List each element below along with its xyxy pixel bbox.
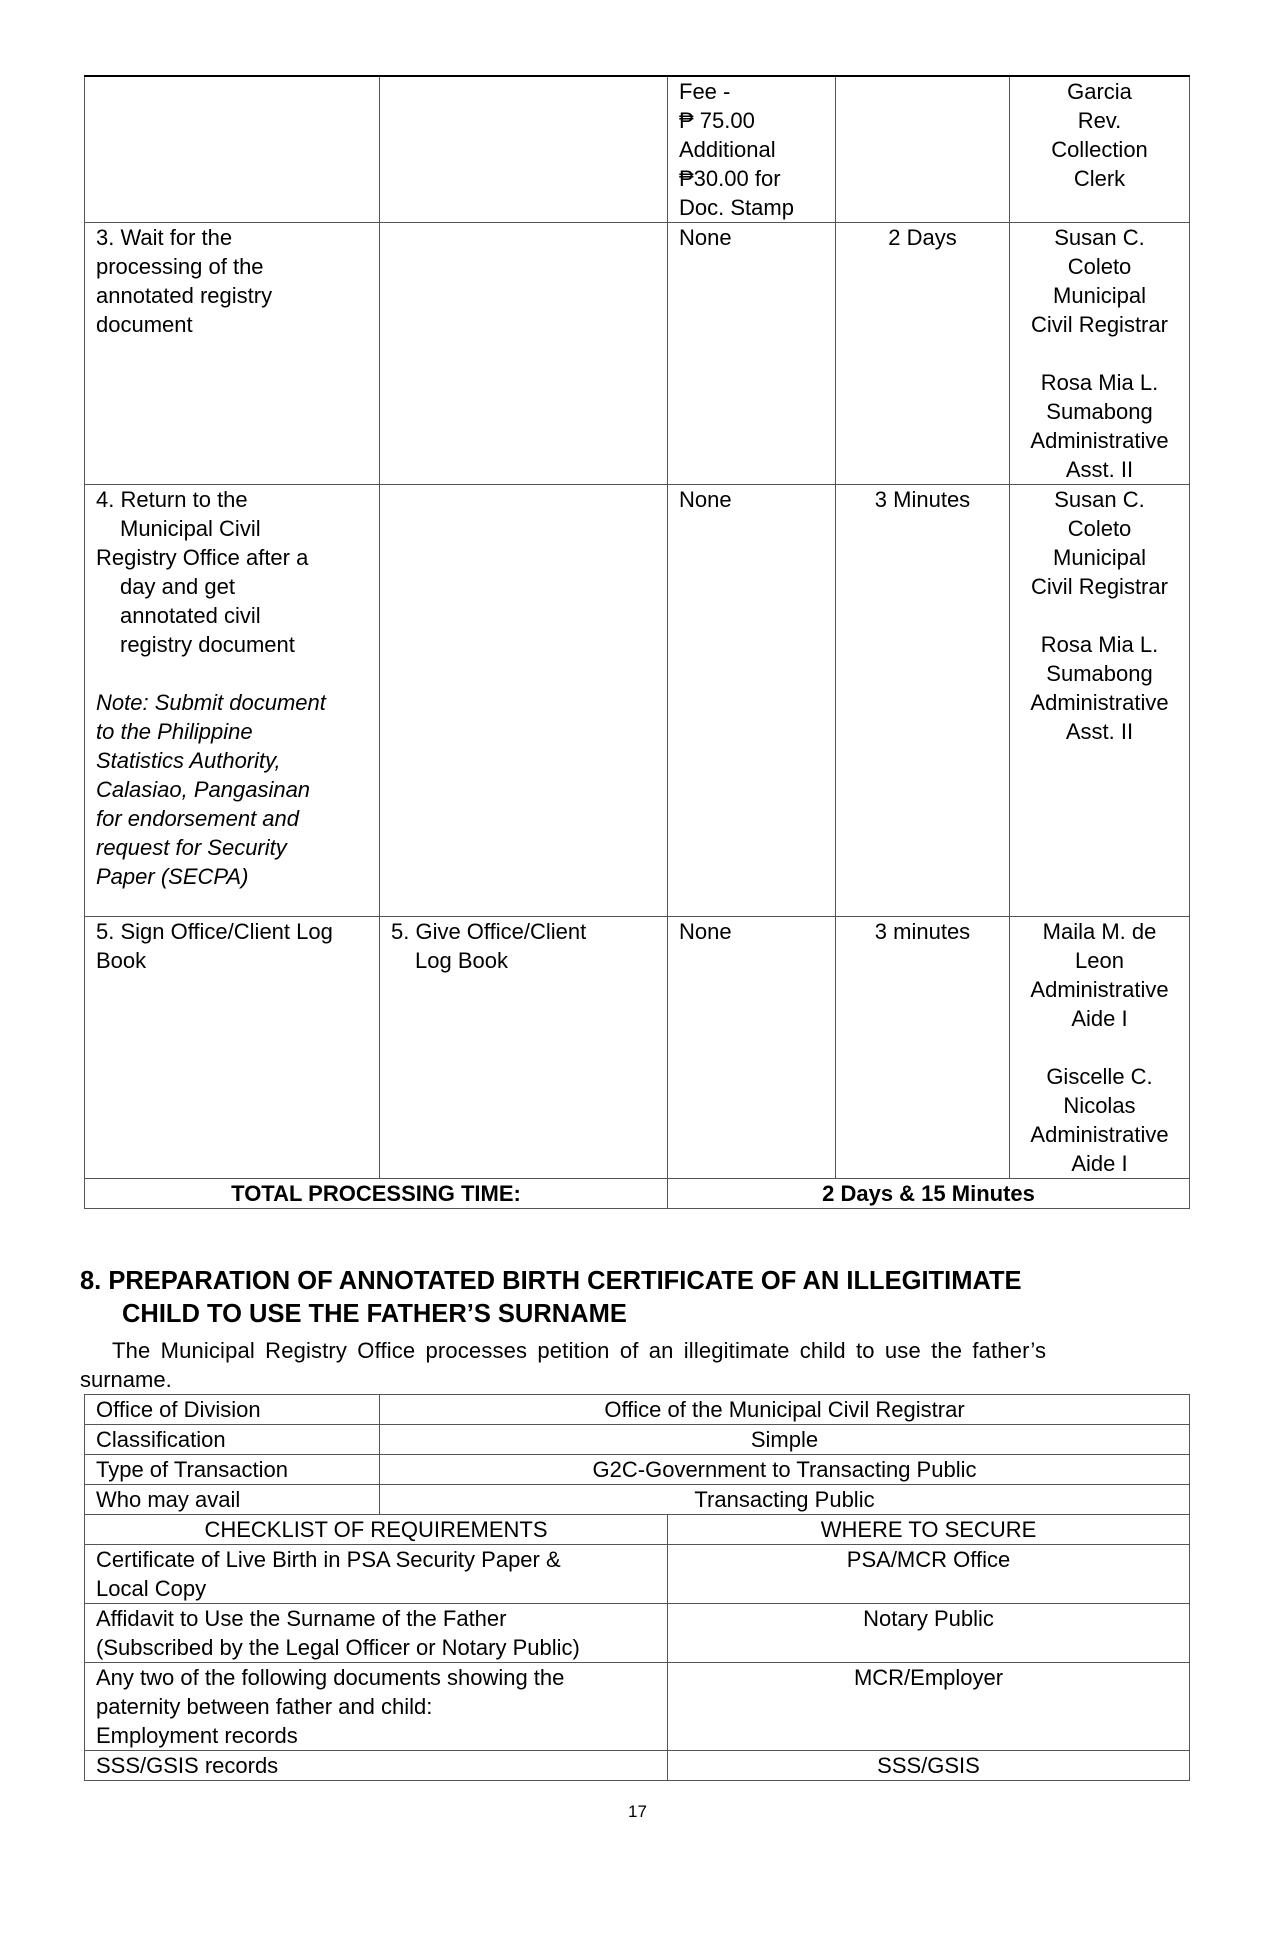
requirement-line: Certificate of Live Birth in PSA Security Paper & xyxy=(96,1547,561,1572)
person-line: Nicolas xyxy=(1063,1093,1136,1118)
agency-action-line: Log Book xyxy=(415,948,508,973)
agency-action-cell xyxy=(380,485,668,917)
section-heading-line: 8. PREPARATION OF ANNOTATED BIRTH CERTIFICATE OF AN ILLEGITIMATE xyxy=(80,1267,1022,1295)
person-line: Administrative xyxy=(1030,690,1169,715)
person-line: Administrative xyxy=(1030,428,1169,453)
client-step-line: 4. Return to the xyxy=(96,487,248,512)
spacer xyxy=(1014,339,1185,368)
fee-line: None xyxy=(679,919,732,944)
fee-line: Doc. Stamp xyxy=(679,195,794,220)
requirement-row xyxy=(85,1545,1190,1604)
person-responsible-cell xyxy=(1010,917,1190,1179)
processing-time-cell xyxy=(836,917,1010,1179)
requirement-row xyxy=(85,1663,1190,1751)
person-line: Rosa Mia L. xyxy=(1040,370,1159,395)
client-step-cell xyxy=(85,485,380,917)
processing-time-cell xyxy=(836,76,1010,223)
person-line: Garcia xyxy=(1067,79,1132,104)
fee-line: None xyxy=(679,225,732,250)
info-row xyxy=(85,1485,1190,1515)
person-responsible-cell xyxy=(1010,223,1190,485)
note-line: Calasiao, Pangasinan xyxy=(96,777,311,802)
person-line: Coleto xyxy=(1067,254,1132,279)
total-label: TOTAL PROCESSING TIME: xyxy=(85,1179,668,1209)
person-line: Asst. II xyxy=(1065,719,1134,744)
agency-action-line: 5. Give Office/Client xyxy=(391,919,587,944)
checklist-header-row xyxy=(85,1515,1190,1545)
fee-cell xyxy=(668,223,836,485)
client-step-cell xyxy=(85,76,380,223)
fee-cell xyxy=(668,485,836,917)
person-line: Administrative xyxy=(1030,977,1169,1002)
checklist-header: CHECKLIST OF REQUIREMENTS xyxy=(85,1515,668,1545)
person-line: Maila M. de xyxy=(1042,919,1157,944)
person-responsible-cell xyxy=(1010,485,1190,917)
person-line: Administrative xyxy=(1030,1122,1169,1147)
person-line: Rosa Mia L. xyxy=(1040,632,1159,657)
person-line: Collection xyxy=(1051,137,1148,162)
table-row xyxy=(85,917,1190,1179)
requirement-line: (Subscribed by the Legal Officer or Notary Public) xyxy=(96,1635,580,1660)
table-row xyxy=(85,76,1190,223)
spacer xyxy=(1014,1033,1185,1062)
info-value: G2C-Government to Transacting Public xyxy=(380,1455,1190,1485)
section-heading xyxy=(80,1265,1210,1331)
service-info-table xyxy=(84,1394,1190,1781)
processing-time: 3 minutes xyxy=(874,919,971,944)
fee-line: None xyxy=(679,487,732,512)
client-step-line: registry document xyxy=(120,632,295,657)
agency-action-cell xyxy=(380,76,668,223)
person-line: Susan C. xyxy=(1054,487,1145,512)
description-line: surname. xyxy=(80,1367,172,1392)
person-responsible-cell xyxy=(1010,76,1190,223)
total-row xyxy=(85,1179,1190,1209)
total-value: 2 Days & 15 Minutes xyxy=(668,1179,1190,1209)
requirement-line: Local Copy xyxy=(96,1576,207,1601)
info-value: Simple xyxy=(380,1425,1190,1455)
section-description xyxy=(80,1336,1200,1394)
fee-line: ₱ 75.00 xyxy=(679,108,755,133)
person-line: Asst. II xyxy=(1065,457,1134,482)
person-line: Municipal xyxy=(1053,283,1146,308)
info-row xyxy=(85,1395,1190,1425)
processing-time-cell xyxy=(836,223,1010,485)
requirement-row xyxy=(85,1751,1190,1781)
client-step-cell xyxy=(85,223,380,485)
where-to-secure-cell: MCR/Employer xyxy=(668,1663,1190,1751)
fee-line: Additional xyxy=(679,137,776,162)
info-label: Classification xyxy=(85,1425,380,1455)
page-number: 17 xyxy=(628,1802,647,1821)
note-line: to the Philippine xyxy=(96,719,253,744)
fee-line: ₱30.00 for xyxy=(679,166,781,191)
section-heading-line: CHILD TO USE THE FATHER’S SURNAME xyxy=(122,1300,627,1328)
requirement-cell xyxy=(85,1751,668,1781)
requirement-cell xyxy=(85,1545,668,1604)
requirement-line: paternity between father and child: xyxy=(96,1694,433,1719)
client-step-line: document xyxy=(96,312,193,337)
person-line: Civil Registrar xyxy=(1031,312,1168,337)
agency-action-cell xyxy=(380,917,668,1179)
client-step-line: 3. Wait for the xyxy=(96,225,233,250)
description-line: The Municipal Registry Office processes petition of an illegitimate child to use the father’s xyxy=(112,1338,1047,1363)
client-step-line: Registry Office after a xyxy=(96,545,309,570)
person-line: Giscelle C. xyxy=(1046,1064,1153,1089)
client-step-line: annotated civil xyxy=(120,603,261,628)
info-label: Type of Transaction xyxy=(85,1455,380,1485)
requirement-line: Employment records xyxy=(96,1723,298,1748)
spacer xyxy=(1014,601,1185,630)
note-line: request for Security xyxy=(96,835,287,860)
client-step-line: day and get xyxy=(120,574,235,599)
person-line: Sumabong xyxy=(1046,661,1153,686)
fee-cell xyxy=(668,917,836,1179)
fee-cell xyxy=(668,76,836,223)
processing-time: 3 Minutes xyxy=(874,487,971,512)
person-line: Coleto xyxy=(1067,516,1132,541)
client-step-line: processing of the xyxy=(96,254,264,279)
note-line: Paper (SECPA) xyxy=(96,864,249,889)
person-line: Civil Registrar xyxy=(1031,574,1168,599)
client-step-cell xyxy=(85,917,380,1179)
person-line: Susan C. xyxy=(1054,225,1145,250)
where-to-secure-cell: PSA/MCR Office xyxy=(668,1545,1190,1604)
requirement-line: Any two of the following documents showing the xyxy=(96,1665,565,1690)
client-step-line: 5. Sign Office/Client Log xyxy=(96,919,333,944)
where-to-secure-header: WHERE TO SECURE xyxy=(668,1515,1190,1545)
info-value: Transacting Public xyxy=(380,1485,1190,1515)
client-step-line: annotated registry xyxy=(96,283,273,308)
person-line: Aide I xyxy=(1071,1151,1128,1176)
process-steps-table xyxy=(84,75,1190,1209)
requirement-line: SSS/GSIS records xyxy=(96,1753,279,1778)
client-step-line: Municipal Civil xyxy=(120,516,261,541)
client-step-line: Book xyxy=(96,948,147,973)
info-row xyxy=(85,1425,1190,1455)
requirement-row xyxy=(85,1604,1190,1663)
fee-line: Fee - xyxy=(679,79,731,104)
spacer xyxy=(96,659,368,688)
where-to-secure-cell: SSS/GSIS xyxy=(668,1751,1190,1781)
requirement-cell xyxy=(85,1604,668,1663)
agency-action-cell xyxy=(380,223,668,485)
table-row xyxy=(85,223,1190,485)
info-label: Office of Division xyxy=(85,1395,380,1425)
person-line: Sumabong xyxy=(1046,399,1153,424)
info-value: Office of the Municipal Civil Registrar xyxy=(380,1395,1190,1425)
info-label: Who may avail xyxy=(85,1485,380,1515)
person-line: Aide I xyxy=(1071,1006,1128,1031)
person-line: Municipal xyxy=(1053,545,1146,570)
requirement-cell xyxy=(85,1663,668,1751)
where-to-secure-cell: Notary Public xyxy=(668,1604,1190,1663)
note-line: for endorsement and xyxy=(96,806,300,831)
person-line: Leon xyxy=(1075,948,1124,973)
requirement-line: Affidavit to Use the Surname of the Father xyxy=(96,1606,507,1631)
processing-time-cell xyxy=(836,485,1010,917)
person-line: Rev. xyxy=(1077,108,1122,133)
table-row xyxy=(85,485,1190,917)
note-line: Statistics Authority, xyxy=(96,748,281,773)
person-line: Clerk xyxy=(1073,166,1126,191)
note-line: Note: Submit document xyxy=(96,690,326,715)
info-row xyxy=(85,1455,1190,1485)
processing-time: 2 Days xyxy=(888,225,957,250)
